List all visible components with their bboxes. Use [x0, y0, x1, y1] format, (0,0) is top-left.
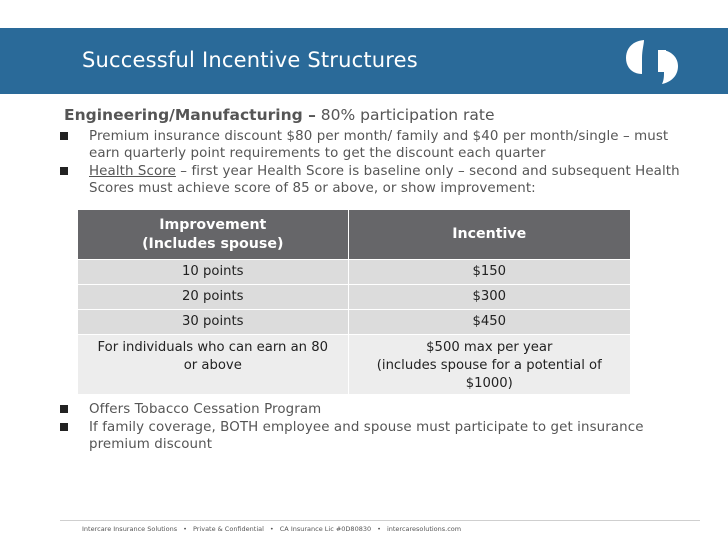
square-bullet-icon: [60, 132, 68, 140]
table-row: [78, 285, 631, 310]
cell-eligibility: [78, 335, 349, 395]
cell-incentive: $150: [348, 260, 630, 285]
header-improvement: [78, 210, 349, 260]
slide-title: Successful Incentive Structures: [82, 48, 418, 72]
cell-max-incentive: [348, 335, 630, 395]
health-score-link[interactable]: Health Score: [89, 164, 176, 179]
header-incentive: Incentive: [348, 210, 630, 260]
heading-rest: 80% participation rate: [315, 106, 495, 124]
bullet-text: – first year Health Score is baseline only – second and subsequent Health Scores must achieve score of 85 or above, or show improvement:: [89, 164, 680, 196]
footer-separator: •: [377, 525, 381, 533]
cell-eligibility-line1: For individuals who can earn an 80: [97, 340, 329, 355]
cell-max-line3: $1000): [465, 376, 513, 391]
square-bullet-icon: [60, 423, 68, 431]
slide-content: [60, 105, 700, 198]
bullet-text: Offers Tobacco Cessation Program: [89, 402, 322, 417]
footer-separator: •: [183, 525, 187, 533]
footer-confidential: Private & Confidential: [192, 525, 264, 533]
table-row: [78, 335, 631, 395]
square-bullet-icon: [60, 405, 68, 413]
cell-incentive: $300: [348, 285, 630, 310]
table-row: [78, 310, 631, 335]
list-item: [60, 401, 660, 418]
bullet-list-top: [60, 128, 700, 197]
bullet-list-bottom: [60, 401, 660, 454]
bullet-text: If family coverage, BOTH employee and spouse must participate to get insurance premium discount: [89, 420, 644, 452]
cell-eligibility-line2: or above: [183, 358, 242, 373]
cell-max-line2: (includes spouse for a potential of: [376, 358, 602, 373]
intercare-logo-icon: [622, 36, 686, 84]
cell-incentive: $450: [348, 310, 630, 335]
footer-divider: [60, 520, 700, 521]
footer-separator: •: [269, 525, 274, 533]
cell-max-line1: $500 max per year: [426, 340, 553, 355]
bullet-text: Premium insurance discount $80 per month/ family and $40 per month/single – must earn quarterly point requirements to get the discount each quarter: [89, 129, 669, 161]
cell-points: 20 points: [78, 285, 349, 310]
footer-website[interactable]: intercaresolutions.com: [386, 525, 462, 533]
header-improvement-line2: (Includes spouse): [142, 235, 284, 252]
top-margin: [0, 0, 728, 28]
header-improvement-line1: Improvement: [159, 216, 267, 233]
heading-bold: Engineering/Manufacturing –: [64, 106, 316, 124]
list-item: [60, 128, 700, 162]
incentive-table: [77, 209, 631, 395]
cell-points: 10 points: [78, 260, 349, 285]
slide-header: [0, 28, 728, 94]
cell-points: 30 points: [78, 310, 349, 335]
table-header-row: [78, 210, 631, 260]
table-row: [78, 260, 631, 285]
slide-footer: [82, 525, 461, 533]
footer-license: CA Insurance Lic #0D80830: [279, 525, 372, 533]
footer-company: Intercare Insurance Solutions: [82, 525, 178, 533]
list-item: [60, 163, 700, 197]
list-item: [60, 419, 660, 453]
square-bullet-icon: [60, 167, 68, 175]
section-heading: [64, 105, 700, 125]
